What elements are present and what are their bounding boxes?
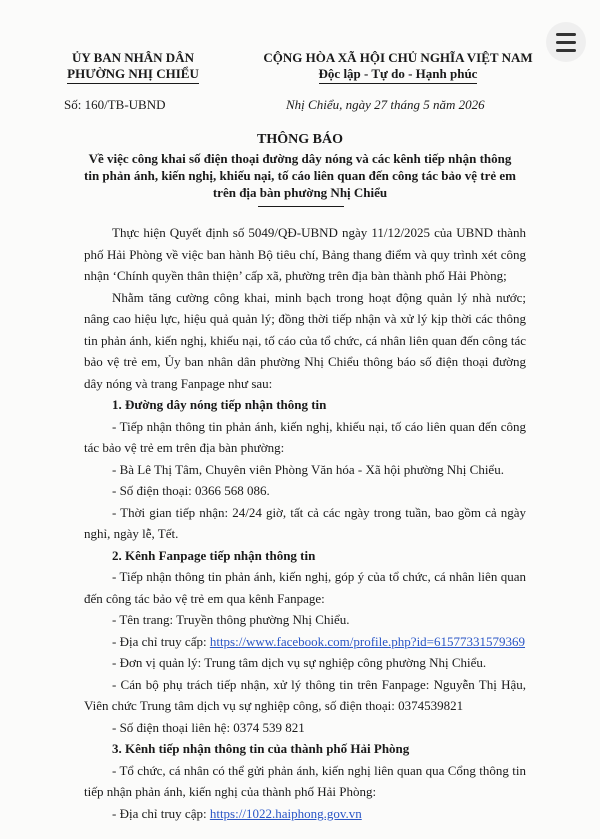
motto: Độc lập - Tự do - Hạnh phúc: [319, 66, 478, 84]
document-body: [84, 222, 526, 824]
section3-heading: 3. Kênh tiếp nhận thông tin của thành phố Hải Phòng: [112, 741, 410, 756]
section1-item: - Tiếp nhận thông tin phản ánh, kiến nghị, khiếu nại, tố cáo liên quan đến công tác bảo vệ trẻ em trên địa bàn phường:: [84, 418, 526, 455]
national-motto-block: [238, 50, 558, 84]
section2-item: - Đơn vị quản lý: Trung tâm dịch vụ sự nghiệp công phường Nhị Chiểu.: [112, 655, 487, 670]
section2-item: - Tiếp nhận thông tin phản ánh, kiến nghị, góp ý của tổ chức, cá nhân liên quan đến công tác bảo vệ trẻ em qua kênh Fanpage:: [84, 569, 526, 606]
section3-item: - Tổ chức, cá nhân có thể gửi phản ánh, kiến nghị liên quan qua Cổng thông tin tiếp nhận phản ánh, kiến nghị của thành phố Hải Phòng:: [84, 762, 526, 799]
haiphong-portal-link[interactable]: https://1022.haiphong.gov.vn: [209, 805, 362, 821]
paragraph-purpose: Nhằm tăng cường công khai, minh bạch trong hoạt động quản lý nhà nước; nâng cao hiệu lực, hiệu quả quản lý; đồng thời tiếp nhận và xử lý kịp thời các thông tin phản ánh, kiến nghị, khiếu nại, tố cáo của tổ chức, cá nhân liên quan đến công tác bảo vệ trẻ em, Ủy ban nhân dân phường Nhị Chiểu thông báo số điện thoại đường dây nóng và trang Fanpage như sau:: [84, 289, 526, 391]
issuer-line2: PHƯỜNG NHỊ CHIỂU: [67, 66, 199, 84]
section1-item: - Thời gian tiếp nhận: 24/24 giờ, tất cả các ngày trong tuần, bao gồm cả ngày nghỉ, ngày lễ, Tết.: [84, 504, 526, 541]
document-date: Nhị Chiểu, ngày 27 tháng 5 năm 2026: [286, 97, 485, 112]
document-subtitle: Về việc công khai số điện thoại đường dây nóng và các kênh tiếp nhận thông tin phản ánh, kiến nghị, khiếu nại, tố cáo liên quan đến công tác bảo vệ trẻ em trên địa bàn phường Nhị Chiểu: [84, 151, 516, 200]
issuer-block: [48, 50, 218, 84]
section1-item: - Bà Lê Thị Tâm, Chuyên viên Phòng Văn hóa - Xã hội phường Nhị Chiểu.: [112, 461, 504, 477]
subtitle-divider: [258, 206, 344, 207]
facebook-link[interactable]: https://www.facebook.com/profile.php?id=61577331579369: [209, 633, 526, 649]
section2-item-address: - Địa chỉ truy cấp: https://www.facebook.com/profile.php?id=61577331579369: [112, 633, 526, 649]
section2-item: - Số điện thoại liên hệ: 0374 539 821: [112, 719, 305, 735]
section2-item: - Cán bộ phụ trách tiếp nhận, xử lý thông tin trên Fanpage: Nguyễn Thị Hậu, Viên chức Trung tâm dịch vụ sự nghiệp công, số điện thoại: 0374539821: [84, 676, 526, 713]
paragraph-legal-basis: Thực hiện Quyết định số 5049/QĐ-UBND ngày 11/12/2025 của UBND thành phố Hải Phòng về việc ban hành Bộ tiêu chí, Bảng thang điểm và quy trình xét công nhận ‘Chính quyền thân thiện’ cấp xã, phường trên địa bàn thành phố Hải Phòng;: [84, 225, 526, 283]
section3-item-address: - Địa chỉ truy cập: https://1022.haiphong.gov.vn: [112, 805, 362, 821]
section1-item: - Số điện thoại: 0366 568 086.: [112, 483, 270, 498]
nation-name: CỘNG HÒA XÃ HỘI CHỦ NGHĨA VIỆT NAM: [263, 50, 533, 65]
section2-heading: 2. Kênh Fanpage tiếp nhận thông tin: [112, 547, 316, 563]
document-number: Số: 160/TB-UBND: [64, 97, 166, 112]
hamburger-menu-icon: [556, 33, 576, 36]
issuer-line1: ỦY BAN NHÂN DÂN: [72, 50, 194, 65]
section1-heading: 1. Đường dây nóng tiếp nhận thông tin: [112, 397, 327, 412]
document-title: THÔNG BÁO: [257, 132, 343, 147]
section2-item: - Tên trang: Truyền thông phường Nhị Chiểu.: [112, 612, 350, 627]
